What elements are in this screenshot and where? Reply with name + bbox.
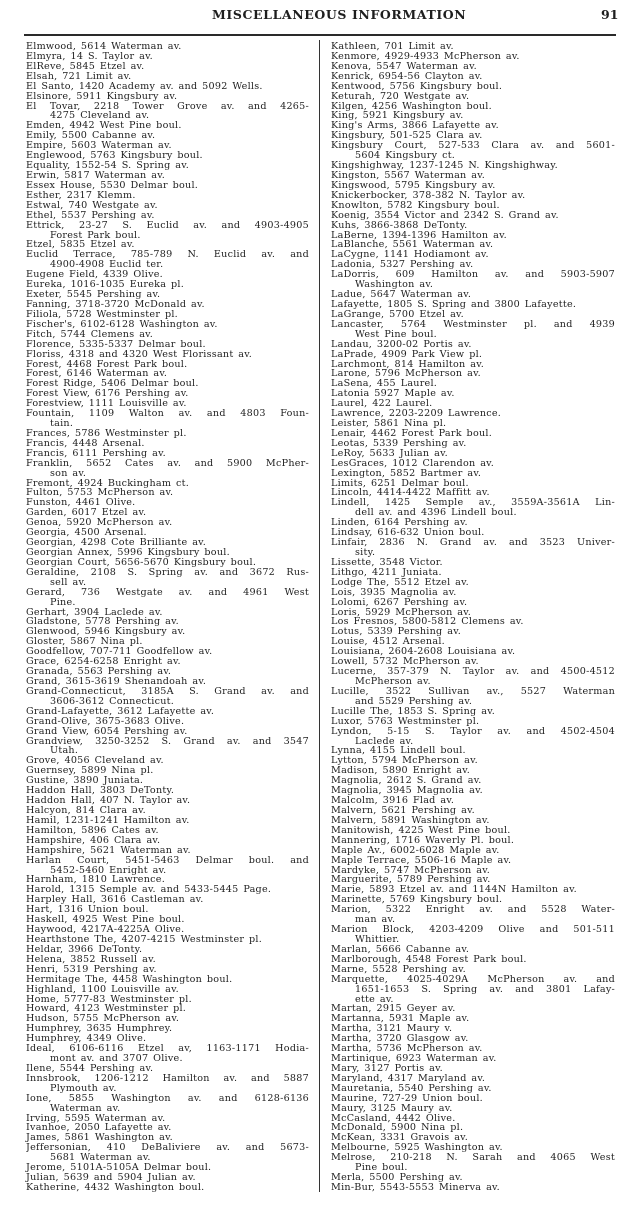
entry-line: Gustine, 3890 Juniata. (26, 775, 144, 787)
entry-line: Grand, 3615-3619 Shenandoah av. (26, 676, 207, 687)
entry-line: Forest, 4468 Forest Park boul. (26, 358, 188, 370)
directory-entry (331, 498, 615, 518)
entry-line: Forest Ridge, 5406 Delmar boul. (26, 378, 199, 390)
entry-line: Loris, 5929 McPherson av. (331, 606, 472, 618)
directory-entry (26, 588, 309, 608)
directory-entry (26, 399, 309, 409)
entry-line: Julian, 5639 and 5904 Julian av. (26, 1172, 196, 1184)
entry-line: Georgia, 4500 Arsenal. (26, 527, 147, 539)
directory-entry (26, 92, 309, 102)
entry-continuation: son av. (50, 467, 87, 479)
directory-entry (331, 260, 615, 270)
entry-line: Fulton, 5753 McPherson av. (26, 487, 174, 499)
directory-entry (331, 975, 615, 1005)
entry-line: Humphrey, 4349 Olive. (26, 1033, 147, 1045)
entry-continuation: man av. (355, 914, 396, 926)
entry-line: Lucille, 3522 Sullivan av., 5527 Waterman (331, 686, 615, 697)
entry-line: Hamil, 1231-1241 Hamilton av. (26, 814, 190, 826)
entry-line: Highland, 1100 Louisville av. (26, 983, 179, 995)
entry-line: Elmyra, 14 S. Taylor av. (26, 50, 153, 62)
entry-line: Kathleen, 701 Limit av. (331, 41, 454, 52)
entry-continuation: 5681 Waterman av. (50, 1152, 151, 1164)
entry-line: Grove, 4056 Cleveland av. (26, 755, 164, 767)
entry-line: Katherine, 4432 Washington boul. (26, 1182, 205, 1194)
directory-entry (26, 240, 309, 250)
entry-line: Halcyon, 814 Clara av. (26, 804, 146, 816)
entry-line: LesGraces, 1012 Clarendon av. (331, 457, 494, 469)
entry-line: Limits, 6251 Delmar boul. (331, 477, 469, 489)
entry-line: Lyndon, 5-15 S. Taylor av. and 4502-4504 (331, 726, 615, 737)
entry-line: Lawrence, 2203-2209 Lawrence. (331, 408, 502, 420)
directory-entry (331, 687, 615, 707)
entry-line: Ladue, 5647 Waterman av. (331, 289, 472, 301)
directory-entry (26, 1094, 309, 1114)
directory-entry (331, 488, 615, 498)
entry-line: Kenrick, 6954-56 Clayton av. (331, 70, 483, 82)
entry-continuation: Plymouth av. (50, 1082, 117, 1094)
entry-line: Grandview, 3250-3252 S. Grand av. and 3547 (26, 736, 309, 747)
entry-line: Granada, 5563 Pershing av. (26, 666, 172, 678)
directory-entry (331, 131, 615, 141)
entry-line: Martha, 3121 Maury v. (331, 1023, 453, 1035)
entry-line: Magnolia, 3945 Magnolia av. (331, 785, 483, 797)
entry-line: LaGrange, 5700 Etzel av. (331, 308, 464, 320)
entry-line: Lucille The, 1853 S. Spring av. (331, 705, 496, 717)
entry-line: Forestview, 1111 Louisville av. (26, 398, 187, 410)
entry-line: Marguerite, 5789 Pershing av. (331, 874, 491, 886)
entry-line: Kingshighway, 1237-1245 N. Kingshighway. (331, 160, 558, 172)
directory-entry (331, 310, 615, 320)
directory-entry (331, 657, 615, 667)
directory-entry (26, 737, 309, 757)
entry-line: LeRoy, 5633 Julian av. (331, 447, 448, 459)
entry-continuation: 4900-4908 Euclid ter. (50, 259, 164, 271)
entry-line: Euclid Terrace, 785-789 N. Euclid av. and (26, 250, 309, 261)
entry-line: Harnham, 1810 Lawrence. (26, 874, 166, 886)
entry-line: Ivanhoe, 2050 Lafayette av. (26, 1122, 172, 1134)
entry-continuation: ette av. (355, 993, 394, 1005)
entry-line: Martha, 3720 Glasgow av. (331, 1033, 469, 1045)
entry-continuation: Forest Park boul. (50, 229, 141, 241)
directory-entry (331, 925, 615, 945)
entry-line: Garden, 6017 Etzel av. (26, 507, 147, 519)
entry-line: Eugene Field, 4339 Olive. (26, 269, 163, 281)
entry-line: Marlan, 5666 Cabanne av. (331, 943, 470, 955)
entry-line: King, 5921 Kingsbury av. (331, 110, 464, 122)
entry-line: Lincoln, 4414-4422 Maffitt av. (331, 487, 490, 499)
entry-line: Francis, 6111 Pershing av. (26, 447, 166, 459)
entry-line: Lytton, 5794 McPherson av. (331, 755, 478, 767)
entry-line: Martan, 2915 Geyer av. (331, 1003, 456, 1015)
entry-line: Melrose, 210-218 N. Sarah and 4065 West (331, 1153, 615, 1164)
header-rule (24, 34, 616, 36)
entry-line: McCasland, 4442 Olive. (331, 1112, 456, 1124)
entry-line: Irving, 5595 Waterman av. (26, 1112, 166, 1124)
column-divider (319, 40, 320, 1192)
entry-continuation: Waterman av. (50, 1102, 121, 1114)
entry-line: Louise, 4512 Arsenal. (331, 636, 445, 648)
entry-line: Knickerbocker, 378-382 N. Taylor av. (331, 189, 526, 201)
entry-line: LaCygne, 1141 Hodiamont av. (331, 249, 489, 261)
directory-entry (331, 141, 615, 161)
entry-line: Jeffersonian, 410 DeBaliviere av. and 5673- (26, 1143, 309, 1154)
entry-line: Hart, 1316 Union boul. (26, 904, 149, 916)
entry-line: Landau, 3200-02 Portis av. (331, 338, 472, 350)
entry-line: Hamilton, 5896 Cates av. (26, 824, 159, 836)
entry-line: Lois, 3935 Magnolia av. (331, 586, 457, 598)
directory-entry (26, 846, 309, 856)
entry-line: Elsinore, 5911 Kingsbury av. (26, 90, 178, 102)
entry-line: Floriss, 4318 and 4320 West Florissant av. (26, 348, 253, 360)
entry-continuation: 5604 Kingsbury ct. (355, 150, 456, 162)
entry-line: Fischer's, 6102-6128 Washington av. (26, 318, 218, 330)
entry-continuation: 5452-5460 Enright av. (50, 864, 167, 876)
directory-entry (331, 667, 615, 687)
entry-continuation: Pine boul. (355, 1162, 408, 1174)
entry-line: Guernsey, 5899 Nina pl. (26, 765, 154, 777)
directory-entry (331, 1153, 615, 1173)
entry-line: Harlan Court, 5451-5463 Delmar boul. and (26, 855, 309, 866)
entry-line: Linden, 6164 Pershing av. (331, 517, 468, 529)
entry-continuation: and 5529 Pershing av. (355, 695, 473, 707)
entry-line: Kentwood, 5756 Kingsbury boul. (331, 80, 503, 92)
entry-line: Haddon Hall, 3803 DeTonty. (26, 785, 175, 797)
entry-line: Los Fresnos, 5800-5812 Clemens av. (331, 616, 524, 628)
entry-line: Kilgen, 4256 Washington boul. (331, 100, 492, 112)
entry-continuation: 3606-3612 Connecticut. (50, 695, 175, 707)
entry-line: James, 5861 Washington av. (26, 1132, 173, 1144)
page-header (0, 4, 640, 28)
entry-line: Malvern, 5891 Washington av. (331, 814, 490, 826)
entry-line: Linfair, 2836 N. Grand av. and 3523 Univer- (331, 538, 615, 549)
directory-entry (26, 459, 309, 479)
entry-continuation: McPherson av. (355, 676, 431, 687)
entry-line: Lindsay, 616-632 Union boul. (331, 527, 485, 539)
entry-line: Marquette, 4025-4029A McPherson av. and (331, 974, 615, 985)
entry-line: Marion, 5322 Enright av. and 5528 Water- (331, 905, 615, 916)
entry-line: Georgian Annex, 5996 Kingsbury boul. (26, 547, 230, 559)
entry-line: Grand-Lafayette, 3612 Lafayette av. (26, 705, 215, 717)
entry-line: Lynna, 4155 Lindell boul. (331, 745, 466, 757)
entry-line: Estwal, 740 Westgate av. (26, 199, 158, 211)
entry-line: Francis, 4448 Arsenal. (26, 437, 145, 449)
entry-line: Lodge The, 5512 Etzel av. (331, 576, 469, 588)
directory-entry (26, 1074, 309, 1094)
entry-line: Fremont, 4924 Buckingham ct. (26, 477, 190, 489)
entry-line: Exeter, 5545 Pershing av. (26, 289, 161, 301)
directory-entry (26, 350, 309, 360)
entry-line: Merla, 5500 Pershing av. (331, 1172, 463, 1184)
entry-line: Leister, 5861 Nina pl. (331, 418, 447, 430)
entry-line: McKean, 3331 Gravois av. (331, 1132, 469, 1144)
entry-line: Lolomi, 6267 Pershing av. (331, 596, 468, 608)
entry-line: Helena, 3852 Russell av. (26, 953, 156, 965)
entry-line: Lucerne, 357-379 N. Taylor av. and 4500-4512 (331, 667, 615, 677)
directory-entry (331, 965, 615, 975)
entry-line: Ladonia, 5327 Pershing av. (331, 259, 474, 271)
entry-line: Kenmore, 4929-4933 McPherson av. (331, 50, 520, 62)
entry-line: Grand-Olive, 3675-3683 Olive. (26, 715, 185, 727)
entry-line: Heldar, 3966 DeTonty. (26, 943, 143, 955)
directory-entry (331, 350, 615, 360)
entry-line: McDonald, 5900 Nina pl. (331, 1122, 464, 1134)
entry-line: Lowell, 5732 McPherson av. (331, 656, 479, 668)
entry-line: Kuhs, 3866-3868 DeTonty. (331, 219, 468, 231)
entry-line: Erwin, 5817 Waterman av. (26, 169, 166, 181)
entry-line: Martha, 5736 McPherson av. (331, 1043, 483, 1055)
page-number: 91 (601, 7, 619, 22)
entry-line: Marinette, 5769 Kingsbury boul. (331, 894, 503, 906)
entry-line: Malvern, 5621 Pershing av. (331, 804, 475, 816)
entry-line: Fanning, 3718-3720 McDonald av. (26, 298, 205, 310)
entry-line: Hudson, 5755 McPherson av. (26, 1013, 180, 1025)
directory-entry (331, 270, 615, 290)
right-column (331, 42, 615, 1193)
directory-entry (26, 1034, 309, 1044)
entry-line: Gladstone, 5778 Pershing av. (26, 616, 179, 628)
entry-continuation: 4275 Cleveland av. (50, 110, 150, 122)
entry-continuation: dell av. and 4396 Lindell boul. (355, 507, 517, 519)
entry-line: Louisiana, 2604-2608 Louisiana av. (331, 646, 516, 658)
entry-line: Kingsbury Court, 527-533 Clara av. and 5601- (331, 141, 615, 152)
entry-line: LaSena, 455 Laurel. (331, 378, 438, 390)
entry-line: Haddon Hall, 407 N. Taylor av. (26, 795, 191, 807)
entry-line: Jerome, 5101A-5105A Delmar boul. (26, 1162, 212, 1174)
entry-line: Mannering, 1716 Waverly Pl. boul. (331, 834, 515, 846)
entry-line: Lancaster, 5764 Westminster pl. and 4939 (331, 319, 615, 330)
entry-line: Franklin, 5652 Cates av. and 5900 McPher- (26, 458, 309, 469)
entry-line: Marlborough, 4548 Forest Park boul. (331, 953, 527, 965)
entry-line: Latonia 5927 Maple av. (331, 388, 455, 400)
entry-line: Maple Av., 6002-6028 Maple av. (331, 844, 500, 856)
entry-line: Haskell, 4925 West Pine boul. (26, 914, 185, 926)
entry-line: Maryland, 4317 Maryland av. (331, 1072, 486, 1084)
directory-entry (26, 1183, 309, 1193)
entry-line: Ilene, 5544 Pershing av. (26, 1062, 154, 1074)
entry-line: Georgian Court, 5656-5670 Kingsbury boul. (26, 556, 257, 568)
entry-line: ElReve, 5845 Etzel av. (26, 60, 145, 72)
entry-line: King's Arms, 3866 Lafayette av. (331, 120, 499, 132)
entry-line: Laurel, 422 Laurel. (331, 398, 433, 410)
left-column (26, 42, 309, 1193)
entry-continuation: sell av. (50, 576, 87, 588)
entry-line: Maurine, 727-29 Union boul. (331, 1092, 483, 1104)
entry-line: Etzel, 5835 Etzel av. (26, 239, 135, 251)
directory-entry (331, 727, 615, 747)
entry-line: Leotas, 5339 Pershing av. (331, 437, 467, 449)
entry-line: Magnolia, 2612 S. Grand av. (331, 775, 482, 787)
directory-entry (26, 1064, 309, 1074)
entry-line: Larone, 5796 McPherson av. (331, 368, 481, 380)
directory-entry (26, 449, 309, 459)
entry-line: Marie, 5893 Etzel av. and 1144N Hamilton av. (331, 884, 577, 896)
entry-line: Home, 5777-83 Westminster pl. (26, 993, 192, 1005)
entry-line: Ettrick, 23-27 S. Euclid av. and 4903-4905 (26, 220, 309, 231)
entry-line: Martanna, 5931 Maple av. (331, 1013, 470, 1025)
directory-entry (26, 687, 309, 707)
entry-line: Lindell, 1425 Semple av., 3559A-3561A Lin- (331, 498, 615, 509)
entry-line: Glenwood, 5946 Kingsbury av. (26, 626, 186, 638)
entry-continuation: mont av. and 3707 Olive. (50, 1053, 183, 1065)
directory-entry (26, 102, 309, 122)
entry-line: Manitowish, 4225 West Pine boul. (331, 824, 511, 836)
entry-line: Lotus, 5339 Pershing av. (331, 626, 462, 638)
entry-line: El Tovar, 2218 Tower Grove av. and 4265- (26, 101, 309, 112)
entry-line: Madison, 5890 Enright av. (331, 765, 471, 777)
directory-entry (26, 985, 309, 995)
entry-line: Howard, 4123 Westminster pl. (26, 1003, 187, 1015)
entry-line: Haywood, 4217A-4225A Olive. (26, 924, 185, 936)
directory-entry (26, 677, 309, 687)
entry-line: Luxor, 5763 Westminster pl. (331, 715, 480, 727)
entry-line: LaDorris, 609 Hamilton av. and 5903-5907 (331, 270, 615, 281)
entry-line: Lissette, 3548 Victor. (331, 556, 443, 568)
entry-line: Hampshire, 5621 Waterman av. (26, 844, 191, 856)
entry-continuation: West Pine boul. (355, 328, 437, 340)
entry-line: Gerard, 736 Westgate av. and 4961 West (26, 587, 309, 598)
entry-line: Filiola, 5728 Westminster pl. (26, 308, 178, 320)
entry-line: Geraldine, 2108 S. Spring av. and 3672 Rus- (26, 567, 309, 578)
entry-line: Mauretania, 5540 Pershing av. (331, 1082, 492, 1094)
entry-line: Funston, 4461 Olive. (26, 497, 136, 509)
running-title: MISCELLANEOUS INFORMATION (212, 7, 467, 22)
directory-entry (26, 1133, 309, 1143)
directory-entry (26, 1143, 309, 1163)
directory-entry (331, 1183, 615, 1193)
entry-line: Ideal, 6106-6116 Etzel av, 1163-1171 Hodia- (26, 1044, 309, 1055)
directory-entry (26, 1044, 309, 1064)
entry-line: Grand View, 6054 Pershing av. (26, 725, 188, 737)
directory-entry (26, 568, 309, 588)
entry-line: El Santo, 1420 Academy av. and 5092 Wells. (26, 80, 263, 92)
directory-entry (26, 856, 309, 876)
entry-line: Hampshire, 406 Clara av. (26, 834, 161, 846)
entry-line: LaBerne, 1394-1396 Hamilton av. (331, 229, 507, 241)
entry-line: Elmwood, 5614 Waterman av. (26, 41, 182, 52)
entry-line: Kingston, 5567 Waterman av. (331, 169, 486, 181)
entry-line: Fountain, 1109 Walton av. and 4803 Foun- (26, 409, 309, 420)
directory-entry (331, 905, 615, 925)
entry-line: Grace, 6254-6258 Enright av. (26, 656, 181, 668)
entry-line: Harold, 1315 Semple av. and 5433-5445 Page. (26, 884, 272, 896)
directory-entry (26, 250, 309, 270)
entry-continuation: sity. (355, 547, 376, 559)
entry-line: Melbourne, 5925 Washington av. (331, 1142, 503, 1154)
entry-line: Grand-Connecticut, 3185A S. Grand av. and (26, 686, 309, 697)
entry-line: Essex House, 5530 Delmar boul. (26, 179, 199, 191)
entry-line: Lithgo, 4211 Juniata. (331, 566, 442, 578)
entry-line: Gloster, 5867 Nina pl. (26, 636, 143, 648)
entry-line: Koenig, 3554 Victor and 2342 S. Grand av. (331, 209, 559, 221)
entry-line: Mardyke, 5747 McPherson av. (331, 864, 491, 876)
entry-line: Keturah, 720 Westgate av. (331, 90, 470, 102)
entry-line: Elsah, 721 Limit av. (26, 70, 132, 82)
directory-entry (26, 727, 309, 737)
directory-entry (331, 320, 615, 340)
entry-line: Knowlton, 5782 Kingsbury boul. (331, 199, 500, 211)
entry-line: Innsbrook, 1206-1212 Hamilton av. and 5887 (26, 1073, 309, 1084)
directory-entry (331, 528, 615, 538)
directory-entry (331, 895, 615, 905)
entry-line: Frances, 5786 Westminster pl. (26, 427, 187, 439)
entry-line: Henri, 5319 Pershing av. (26, 963, 157, 975)
directory-entry (331, 1143, 615, 1153)
entry-line: Kingswood, 5795 Kingsbury av. (331, 179, 496, 191)
entry-line: Kingsbury, 501-525 Clara av. (331, 130, 483, 142)
directory-entry (331, 717, 615, 727)
entry-continuation: tain. (50, 418, 74, 430)
entry-continuation: Utah. (50, 745, 79, 757)
entry-line: Maury, 3125 Maury av. (331, 1102, 453, 1114)
entry-line: Florence, 5335-5337 Delmar boul. (26, 338, 206, 350)
entry-line: Eureka, 1016-1035 Eureka pl. (26, 279, 184, 291)
entry-line: Hermitage The, 4458 Washington boul. (26, 973, 233, 985)
entry-line: Min-Bur, 5543-5553 Minerva av. (331, 1182, 500, 1194)
entry-line: Larchmont, 814 Hamilton av. (331, 358, 485, 370)
entry-line: Lafayette, 1805 S. Spring and 3800 Lafayette. (331, 298, 577, 310)
entry-line: Marne, 5528 Pershing av. (331, 963, 466, 975)
entry-line: Marion Block, 4203-4209 Olive and 501-511 (331, 925, 615, 935)
entry-line: Lenair, 4462 Forest Park boul. (331, 427, 493, 439)
entry-line: Humphrey, 3635 Humphrey. (26, 1023, 173, 1035)
entry-line: Esther, 2317 Klemm. (26, 189, 136, 201)
directory-entry (331, 538, 615, 558)
entry-line: Georgian, 4298 Cote Brilliante av. (26, 537, 207, 549)
entry-continuation: Washington av. (355, 279, 434, 291)
entry-continuation: Laclede av. (355, 735, 414, 747)
entry-line: Maple Terrace, 5506-16 Maple av. (331, 854, 512, 866)
entry-line: Gerhart, 3904 Laclede av. (26, 606, 163, 618)
entry-line: LaPrade, 4909 Park View pl. (331, 348, 483, 360)
entry-line: Fitch, 5744 Clemens av. (26, 328, 154, 340)
entry-line: Forest, 6146 Waterman av. (26, 368, 168, 380)
entry-line: Equality, 1552-54 S. Spring av. (26, 160, 190, 172)
entry-line: Ione, 5855 Washington av. and 6128-6136 (26, 1093, 309, 1104)
entry-continuation: Whittier. (355, 933, 400, 945)
directory-entry (26, 409, 309, 429)
entry-line: Kenova, 5547 Waterman av. (331, 60, 477, 72)
entry-line: Goodfellow, 707-711 Goodfellow av. (26, 646, 213, 658)
entry-continuation: Pine. (50, 596, 76, 608)
entry-continuation: 1651-1653 S. Spring av. and 3801 Lafay- (355, 984, 615, 995)
directory-entry (26, 211, 309, 221)
entry-line: Ethel, 5537 Pershing av. (26, 209, 155, 221)
entry-line: Empire, 5603 Waterman av. (26, 140, 172, 152)
directory-entry (26, 558, 309, 568)
entry-line: Genoa, 5920 McPherson av. (26, 517, 173, 529)
entry-line: Forest View, 6176 Pershing av. (26, 388, 189, 400)
directory-entry (26, 221, 309, 241)
entry-line: Emden, 4942 West Pine boul. (26, 120, 182, 132)
entry-line: Martinique, 6923 Waterman av. (331, 1053, 497, 1065)
entry-line: Mary, 3127 Portis av. (331, 1062, 443, 1074)
entry-line: LaBlanche, 5561 Waterman av. (331, 239, 494, 251)
entry-line: Hearthstone The, 4207-4215 Westminster pl. (26, 933, 263, 945)
entry-line: Malcolm, 3916 Flad av. (331, 795, 455, 807)
entry-line: Emily, 5500 Cabanne av. (26, 130, 156, 142)
entry-line: Lexington, 5852 Bartmer av. (331, 467, 482, 479)
entry-line: Harpley Hall, 3616 Castleman av. (26, 894, 204, 906)
entry-line: Englewood, 5763 Kingsbury boul. (26, 150, 203, 162)
